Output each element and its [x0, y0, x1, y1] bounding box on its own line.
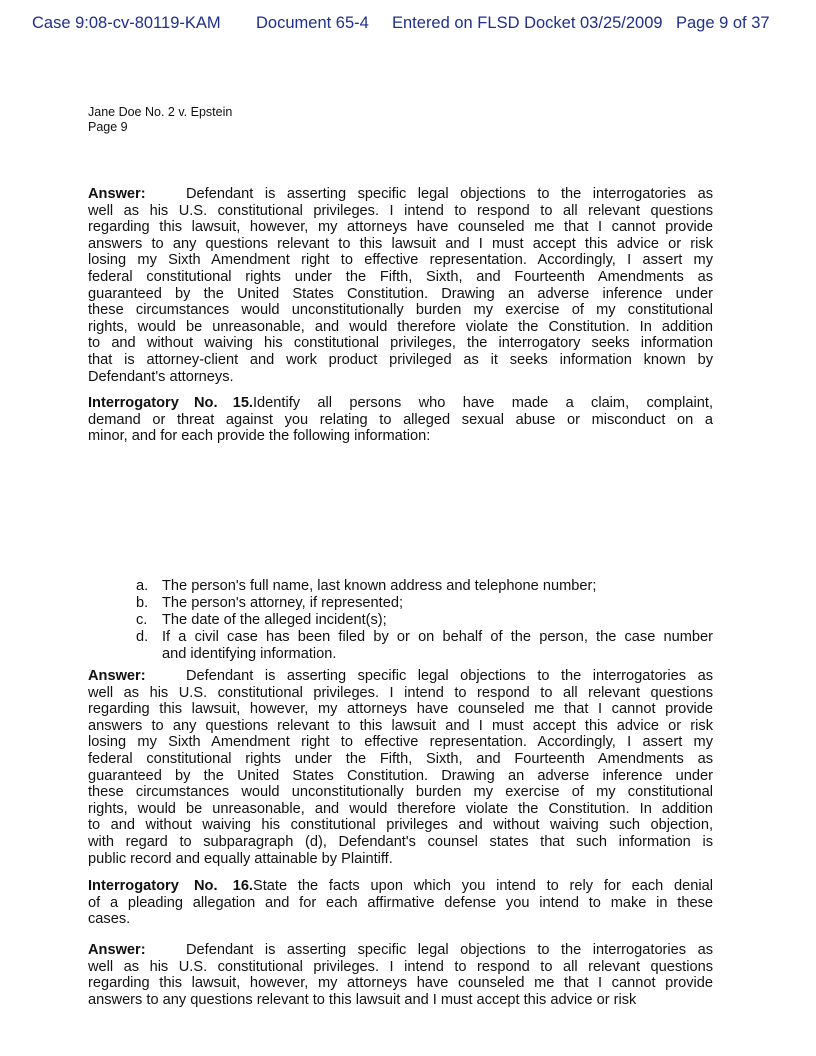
paragraph-lead: Interrogatory No. 16.: [88, 878, 253, 894]
list-item: [136, 629, 713, 662]
text-line: Defendant is asserting specific legal objections to the interrogatories as: [186, 942, 713, 958]
interrogatory-15: [88, 395, 713, 445]
paragraph-lead: Answer:: [88, 668, 146, 684]
first-line: [88, 668, 713, 685]
paragraph-lead: Answer:: [88, 186, 146, 202]
text-line: regarding this lawsuit, however, my attorneys have counseled me that I cannot provide: [88, 701, 713, 718]
text-line: answers to any questions relevant to this lawsuit and I must accept this advice or risk: [88, 717, 713, 734]
text-line: well as his U.S. constitutional privileges. I intend to respond to all relevant questions: [88, 684, 713, 701]
header-page-number: Page 9: [88, 120, 128, 134]
interrogatory-16: [88, 878, 713, 928]
answer-14: [88, 186, 713, 385]
text-line: Identify all persons who have made a claim, complaint,: [253, 395, 713, 411]
document-header: [88, 105, 232, 135]
list-letter: d.: [136, 629, 149, 645]
text-line: losing my Sixth Amendment right to effective representation. Accordingly, I assert my: [88, 252, 713, 269]
first-line: [88, 878, 713, 895]
text-line: rights, would be unreasonable, and would therefore violate the Constitution. In addition: [88, 318, 713, 335]
text-line: cases.: [88, 911, 131, 928]
text-line: that is attorney-client and work product privileged as it seeks information known by: [88, 351, 713, 368]
text-line: regarding this lawsuit, however, my attorneys have counseled me that I cannot provide: [88, 219, 713, 236]
page-count: Page 9 of 37: [676, 14, 770, 32]
first-line: [88, 942, 713, 959]
text-line: Defendant is asserting specific legal objections to the interrogatories as: [186, 186, 713, 202]
first-line: [88, 186, 713, 203]
text-line: federal constitutional rights under the Fifth, Sixth, and Fourteenth Amendments as: [88, 750, 713, 767]
text-line: answers to any questions relevant to this lawsuit and I must accept this advice or risk: [88, 235, 713, 252]
list-letter: c.: [136, 612, 148, 628]
case-caption: Jane Doe No. 2 v. Epstein: [88, 105, 233, 119]
text-line: Defendant's attorneys.: [88, 368, 234, 385]
list-item-text: The date of the alleged incident(s);: [162, 612, 387, 628]
text-line: to and without waiving his constitutional privileges and without waiving such objection,: [88, 817, 713, 834]
text-line: Defendant is asserting specific legal objections to the interrogatories as: [186, 668, 713, 684]
list-item: [136, 595, 713, 612]
text-line: guaranteed by the United States Constitution. Drawing an adverse inference under: [88, 285, 713, 302]
text-line: regarding this lawsuit, however, my attorneys have counseled me that I cannot provide: [88, 975, 713, 992]
list-letter: a.: [136, 578, 149, 594]
text-line: answers to any questions relevant to this lawsuit and I must accept this advice or risk: [88, 991, 637, 1008]
text-line: of a pleading allegation and for each affirmative defense you intend to make in these: [88, 894, 713, 911]
text-line: rights, would be unreasonable, and would therefore violate the Constitution. In addition: [88, 800, 713, 817]
list-item: [136, 578, 713, 595]
list-item-text: If a civil case has been filed by or on behalf of the person, the case number: [162, 629, 713, 645]
list-item: [136, 612, 713, 629]
case-number: Case 9:08-cv-80119-KAM: [32, 14, 221, 32]
list-item-text: The person's full name, last known address and telephone number;: [162, 578, 597, 594]
document-number: Document 65-4: [256, 14, 369, 32]
text-line: guaranteed by the United States Constitution. Drawing an adverse inference under: [88, 767, 713, 784]
list-letter: b.: [136, 595, 149, 611]
text-line: well as his U.S. constitutional privileges. I intend to respond to all relevant questions: [88, 202, 713, 219]
text-line: minor, and for each provide the following information:: [88, 428, 431, 445]
answer-15: [88, 668, 713, 867]
text-line: demand or threat against you relating to alleged sexual abuse or misconduct on a: [88, 411, 713, 428]
docket-entry-date: Entered on FLSD Docket 03/25/2009: [392, 14, 663, 32]
text-line: losing my Sixth Amendment right to effective representation. Accordingly, I assert my: [88, 734, 713, 751]
text-line: these circumstances would unconstitutionally burden my exercise of my constitutional: [88, 784, 713, 801]
text-line: State the facts upon which you intend to rely for each denial: [253, 878, 713, 894]
answer-16: [88, 942, 713, 1008]
text-line: well as his U.S. constitutional privileges. I intend to respond to all relevant questions: [88, 958, 713, 975]
text-line: to and without waiving his constitutional privileges, the interrogatory seeks information: [88, 335, 713, 352]
paragraph-lead: Answer:: [88, 942, 146, 958]
list-item-text: The person's attorney, if represented;: [162, 595, 404, 611]
paragraph-lead: Interrogatory No. 15.: [88, 395, 253, 411]
list-item-text: and identifying information.: [162, 645, 337, 662]
text-line: public record and equally attainable by Plaintiff.: [88, 850, 393, 867]
text-line: these circumstances would unconstitutionally burden my exercise of my constitutional: [88, 302, 713, 319]
text-line: with regard to subparagraph (d), Defendant's counsel states that such information is: [88, 833, 713, 850]
first-line: [88, 395, 713, 412]
text-line: federal constitutional rights under the Fifth, Sixth, and Fourteenth Amendments as: [88, 268, 713, 285]
